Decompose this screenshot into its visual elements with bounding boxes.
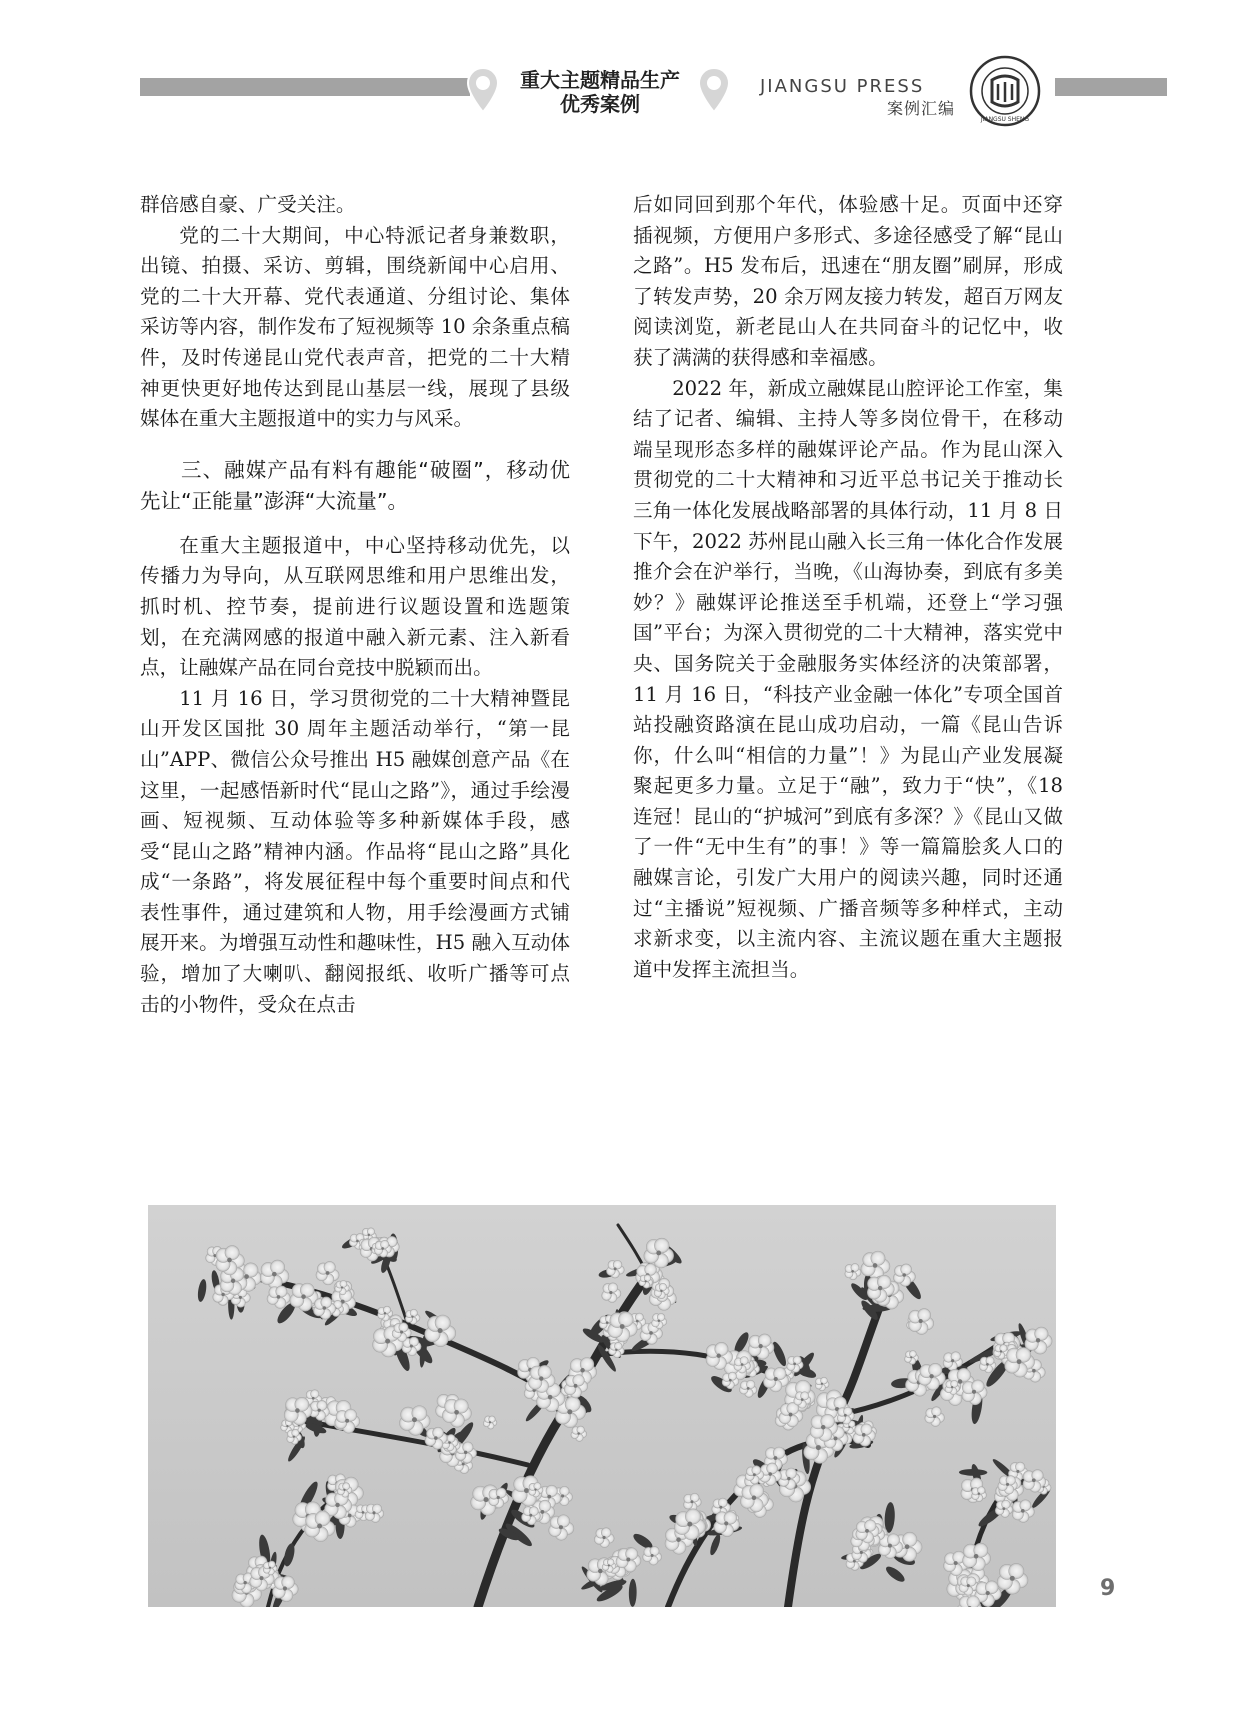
publisher-name: [760, 76, 960, 120]
publisher-press: JIANGSU PRESS: [760, 76, 925, 97]
paragraph: 在重大主题报道中，中心坚持移动优先，以传播力为导向，从互联网思维和用户思维出发，抓时机、控节奏，提前进行议题设置和选题策划，在充满网感的报道中融入新元素、注入新看点，让融媒产品在同台竞技中脱颖而出。: [140, 533, 570, 680]
press-seal-logo-icon: [968, 54, 1042, 128]
page-number: 9: [1100, 1576, 1116, 1601]
publisher-subtitle: 案例汇编: [886, 99, 955, 118]
section-heading: 三、融媒产品有料有趣能“破圈”，移动优先让“正能量”澎湃“大流量”。: [140, 457, 570, 513]
location-pin-icon: [697, 66, 731, 114]
paragraph: 群倍感自豪、广受关注。: [140, 193, 356, 216]
header-title-line1: 重大主题精品生产: [520, 68, 680, 92]
left-column: [140, 190, 570, 1020]
right-column: [633, 190, 1063, 985]
paragraph: 2022 年，新成立融媒昆山腔评论工作室，集结了记者、编辑、主持人等多岗位骨干，在移动端呈现形态多样的融媒评论产品。作为昆山深入贯彻党的二十大精神和习近平总书记关于推动长三角一体化发展战略部署的具体行动，11 月 8 日下午，2022 苏州昆山融入长三角一体化合作发展推介会在沪举行，当晚，《山海协奏，到底有多美妙？》融媒评论推送至手机端，还登上“学习强国”平台；为深入贯彻党的二十大精神，落实党中央、国务院关于金融服务实体经济的决策部署， 11 月 16 日，“科技产业金融一体化”专项全国首站投融资路演在昆山成功启动，一篇《昆山告诉你，什么叫“相信的力量”！》为昆山产业发展凝聚起更多力量。立足于“融”，致力于“快”，《18 连冠！昆山的“护城河”到底有多深？》《昆山又做了一件“无中生有”的事！》等一篇篇脍炙人口的融媒言论，引发广大用户的阅读兴趣，同时还通过“主播说”短视频、广播音频等多种样式，主动求新求变，以主流内容、主流议题在重大主题报道中发挥主流担当。: [633, 376, 1063, 981]
paragraph: 后如同回到那个年代，体验感十足。页面中还穿插视频，方便用户多形式、多途径感受了解“昆山之路”。H5 发布后，迅速在“朋友圈”刷屏，形成了转发声势，20 余万网友接力转发，超百万网友阅读浏览，新老昆山人在共同奋斗的记忆中，收获了满满的获得感和幸福感。: [633, 193, 1063, 369]
header-title-line2: 优秀案例: [560, 92, 640, 116]
paragraph: 11 月 16 日，学习贯彻党的二十大精神暨昆山开发区国批 30 周年主题活动举行，“第一昆山”APP、微信公众号推出 H5 融媒创意产品《在这里，一起感悟新时代“昆山之路”》，通过手绘漫画、短视频、互动体验等多种新媒体手段，感受“昆山之路”精神内涵。作品将“昆山之路”具化成“一条路”，将发展征程中每个重要时间点和代表性事件，通过建筑和人物，用手绘漫画方式铺展开来。为增强互动性和趣味性，H5 融入互动体验，增加了大喇叭、翻阅报纸、收听广播等可点击的小物件，受众在点击: [140, 686, 570, 1016]
paragraph: 党的二十大期间，中心特派记者身兼数职，出镜、拍摄、采访、剪辑，围绕新闻中心启用、党的二十大开幕、党代表通道、分组讨论、集体采访等内容，制作发布了短视频等 10 余条重点稿件，及时传递昆山党代表声音，把党的二十大精神更快更好地传达到昆山基层一线，展现了县级媒体在重大主题报道中的实力与风采。: [140, 223, 570, 431]
location-pin-icon: [466, 66, 500, 114]
logo-ring-text: JIANGSU SHENG: [980, 116, 1030, 123]
blossom-photo: [148, 1205, 1056, 1607]
header-bar-left: [140, 78, 470, 96]
header-title: [506, 68, 694, 116]
header-bar-right: [1055, 78, 1167, 96]
